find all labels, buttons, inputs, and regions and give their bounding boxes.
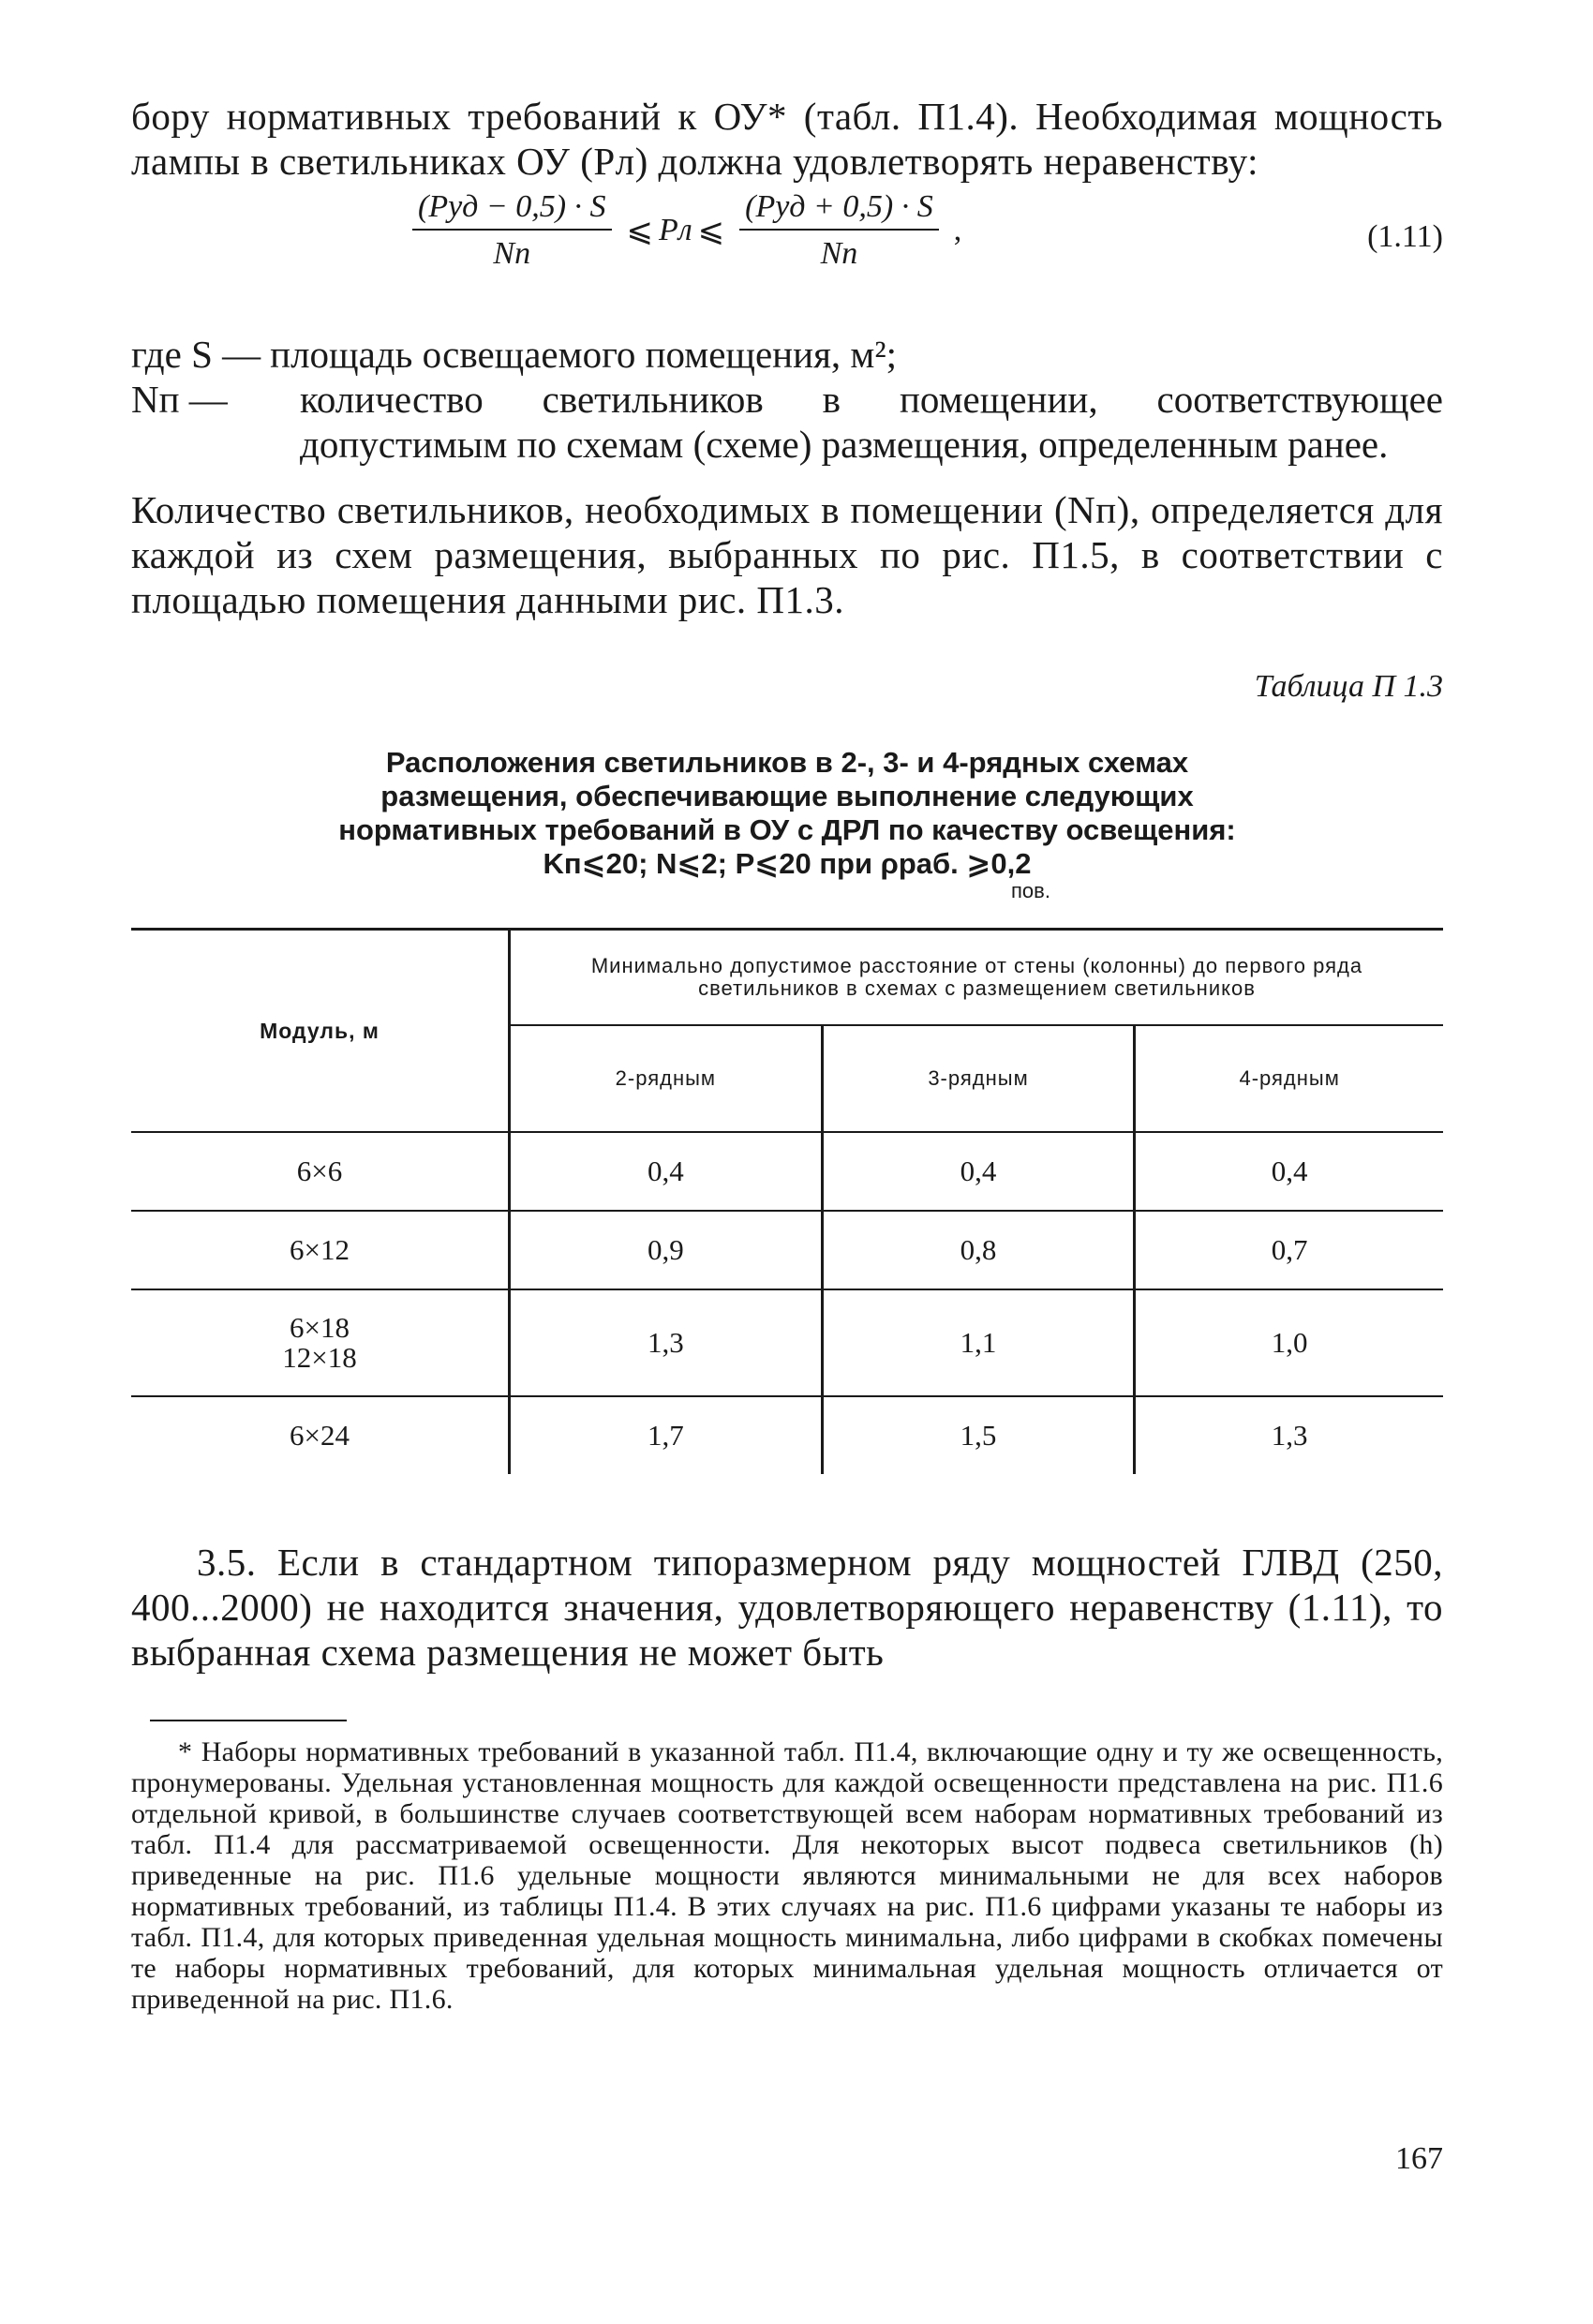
lamp-power-symbol: Pл (659, 213, 692, 247)
cell-module: 6×18 12×18 (131, 1289, 510, 1396)
cell-value: 1,5 (822, 1396, 1135, 1474)
right-fraction (739, 189, 939, 272)
definition-item (131, 332, 1443, 377)
column-header-group: Минимально допустимое расстояние от стены (колонны) до первого ряда светильников в схемах с размещением светильников (510, 930, 1444, 1026)
equation-number: (1.11) (1367, 219, 1443, 254)
cell-value: 0,9 (510, 1211, 823, 1289)
paragraph-luminaire-count: Количество светильников, необходимых в помещении (Nп), определяется для каждой из схем размещения, выбранных по рис. П1.5, в соответствии с площадью помещения данными рис. П1.3. (131, 488, 1443, 621)
footnote-divider (150, 1720, 347, 1721)
cell-value: 1,3 (510, 1289, 823, 1396)
cell-value: 0,7 (1135, 1211, 1443, 1289)
definition-term: где S — (131, 333, 261, 376)
le-sign-2: ⩽ (697, 214, 725, 248)
table-label: Таблица П 1.3 (1254, 669, 1443, 704)
cell-module: 6×6 (131, 1132, 510, 1211)
column-header-4row: 4-рядным (1135, 1025, 1443, 1132)
table-title-subscript: пов. (1011, 879, 1050, 902)
table-title-text: Расположения светильников в 2-, 3- и 4-рядных схемах размещения, обеспечивающие выполнение следующих нормативных требований в ОУ с ДРЛ по качеству освещения: Kп⩽20; N⩽2; P⩽20 при ρраб. ⩾0,2 (338, 746, 1236, 880)
cell-value: 0,8 (822, 1211, 1135, 1289)
inequality-formula (403, 189, 967, 272)
footnote-text: * Наборы нормативных требований в указанной табл. П1.4, включающие одну и ту же освещенность, пронумерованы. Удельная установленная мощность для каждой освещенности представлена на рис. П1.6 отдельной кривой, в большинстве случаев соответствующей всем наборам нормативных требований из табл. П1.4 для рассматриваемой освещенности. Для некоторых высот подвеса светильников (h) приведенные на рис. П1.6 удельные мощности являются минимальными не для всех наборов нормативных требований, из таблицы П1.4. В этих случаях на рис. П1.6 цифрами указаны те наборы из табл. П1.4, для которых приведенная удельная мощность минимальна, либо цифрами в скобках помечены те наборы нормативных требований, для которых минимальная удельная мощность отличается от приведенной на рис. П1.6. (131, 1736, 1443, 2015)
cell-module: 6×12 (131, 1211, 510, 1289)
cell-value: 1,0 (1135, 1289, 1443, 1396)
definition-text: площадь освещаемого помещения, м²; (270, 333, 898, 376)
definition-term: Nп — (131, 378, 228, 421)
page-content (131, 94, 1443, 2043)
intro-paragraph: бору нормативных требований к ОУ* (табл. П1.4). Необходимая мощность лампы в светильниках ОУ (Pл) должна удовлетворять неравенству: (131, 95, 1443, 183)
cell-value: 0,4 (822, 1132, 1135, 1211)
cell-value: 0,4 (1135, 1132, 1443, 1211)
column-header-2row: 2-рядным (510, 1025, 823, 1132)
column-header-module: Модуль, м (131, 930, 510, 1133)
page-number: 167 (1395, 2141, 1443, 2176)
cell-value: 0,4 (510, 1132, 823, 1211)
formula-comma: , (953, 213, 962, 247)
formula-block (131, 189, 1443, 311)
cell-value: 1,7 (510, 1396, 823, 1474)
definition-item (131, 377, 1443, 467)
table-row (131, 1132, 1443, 1211)
right-denominator: Nп (820, 236, 858, 271)
cell-module: 6×24 (131, 1396, 510, 1474)
right-numerator: (Pуд + 0,5) · S (739, 189, 939, 231)
left-numerator: (Pуд − 0,5) · S (412, 189, 612, 231)
paragraph-3-5: 3.5. Если в стандартном типоразмерном ряду мощностей ГЛВД (250, 400...2000) не находится значения, удовлетворяющего неравенству (1.11), то выбранная схема размещения не может быть (131, 1541, 1443, 1674)
cell-value: 1,3 (1135, 1396, 1443, 1474)
cell-value: 1,1 (822, 1289, 1135, 1396)
left-denominator: Nп (493, 236, 531, 271)
table-row (131, 1289, 1443, 1396)
table-row (131, 1396, 1443, 1474)
column-header-3row: 3-рядным (822, 1025, 1135, 1132)
le-sign-1: ⩽ (626, 214, 654, 248)
left-fraction (412, 189, 612, 272)
definition-text: количество светильников в помещении, соответствующее допустимым по схемам (схеме) размещения, определенным ранее. (300, 378, 1443, 466)
luminaire-distance-table (131, 928, 1443, 1474)
table-title (319, 746, 1256, 901)
table-row (131, 1211, 1443, 1289)
definitions-list (131, 332, 1443, 467)
